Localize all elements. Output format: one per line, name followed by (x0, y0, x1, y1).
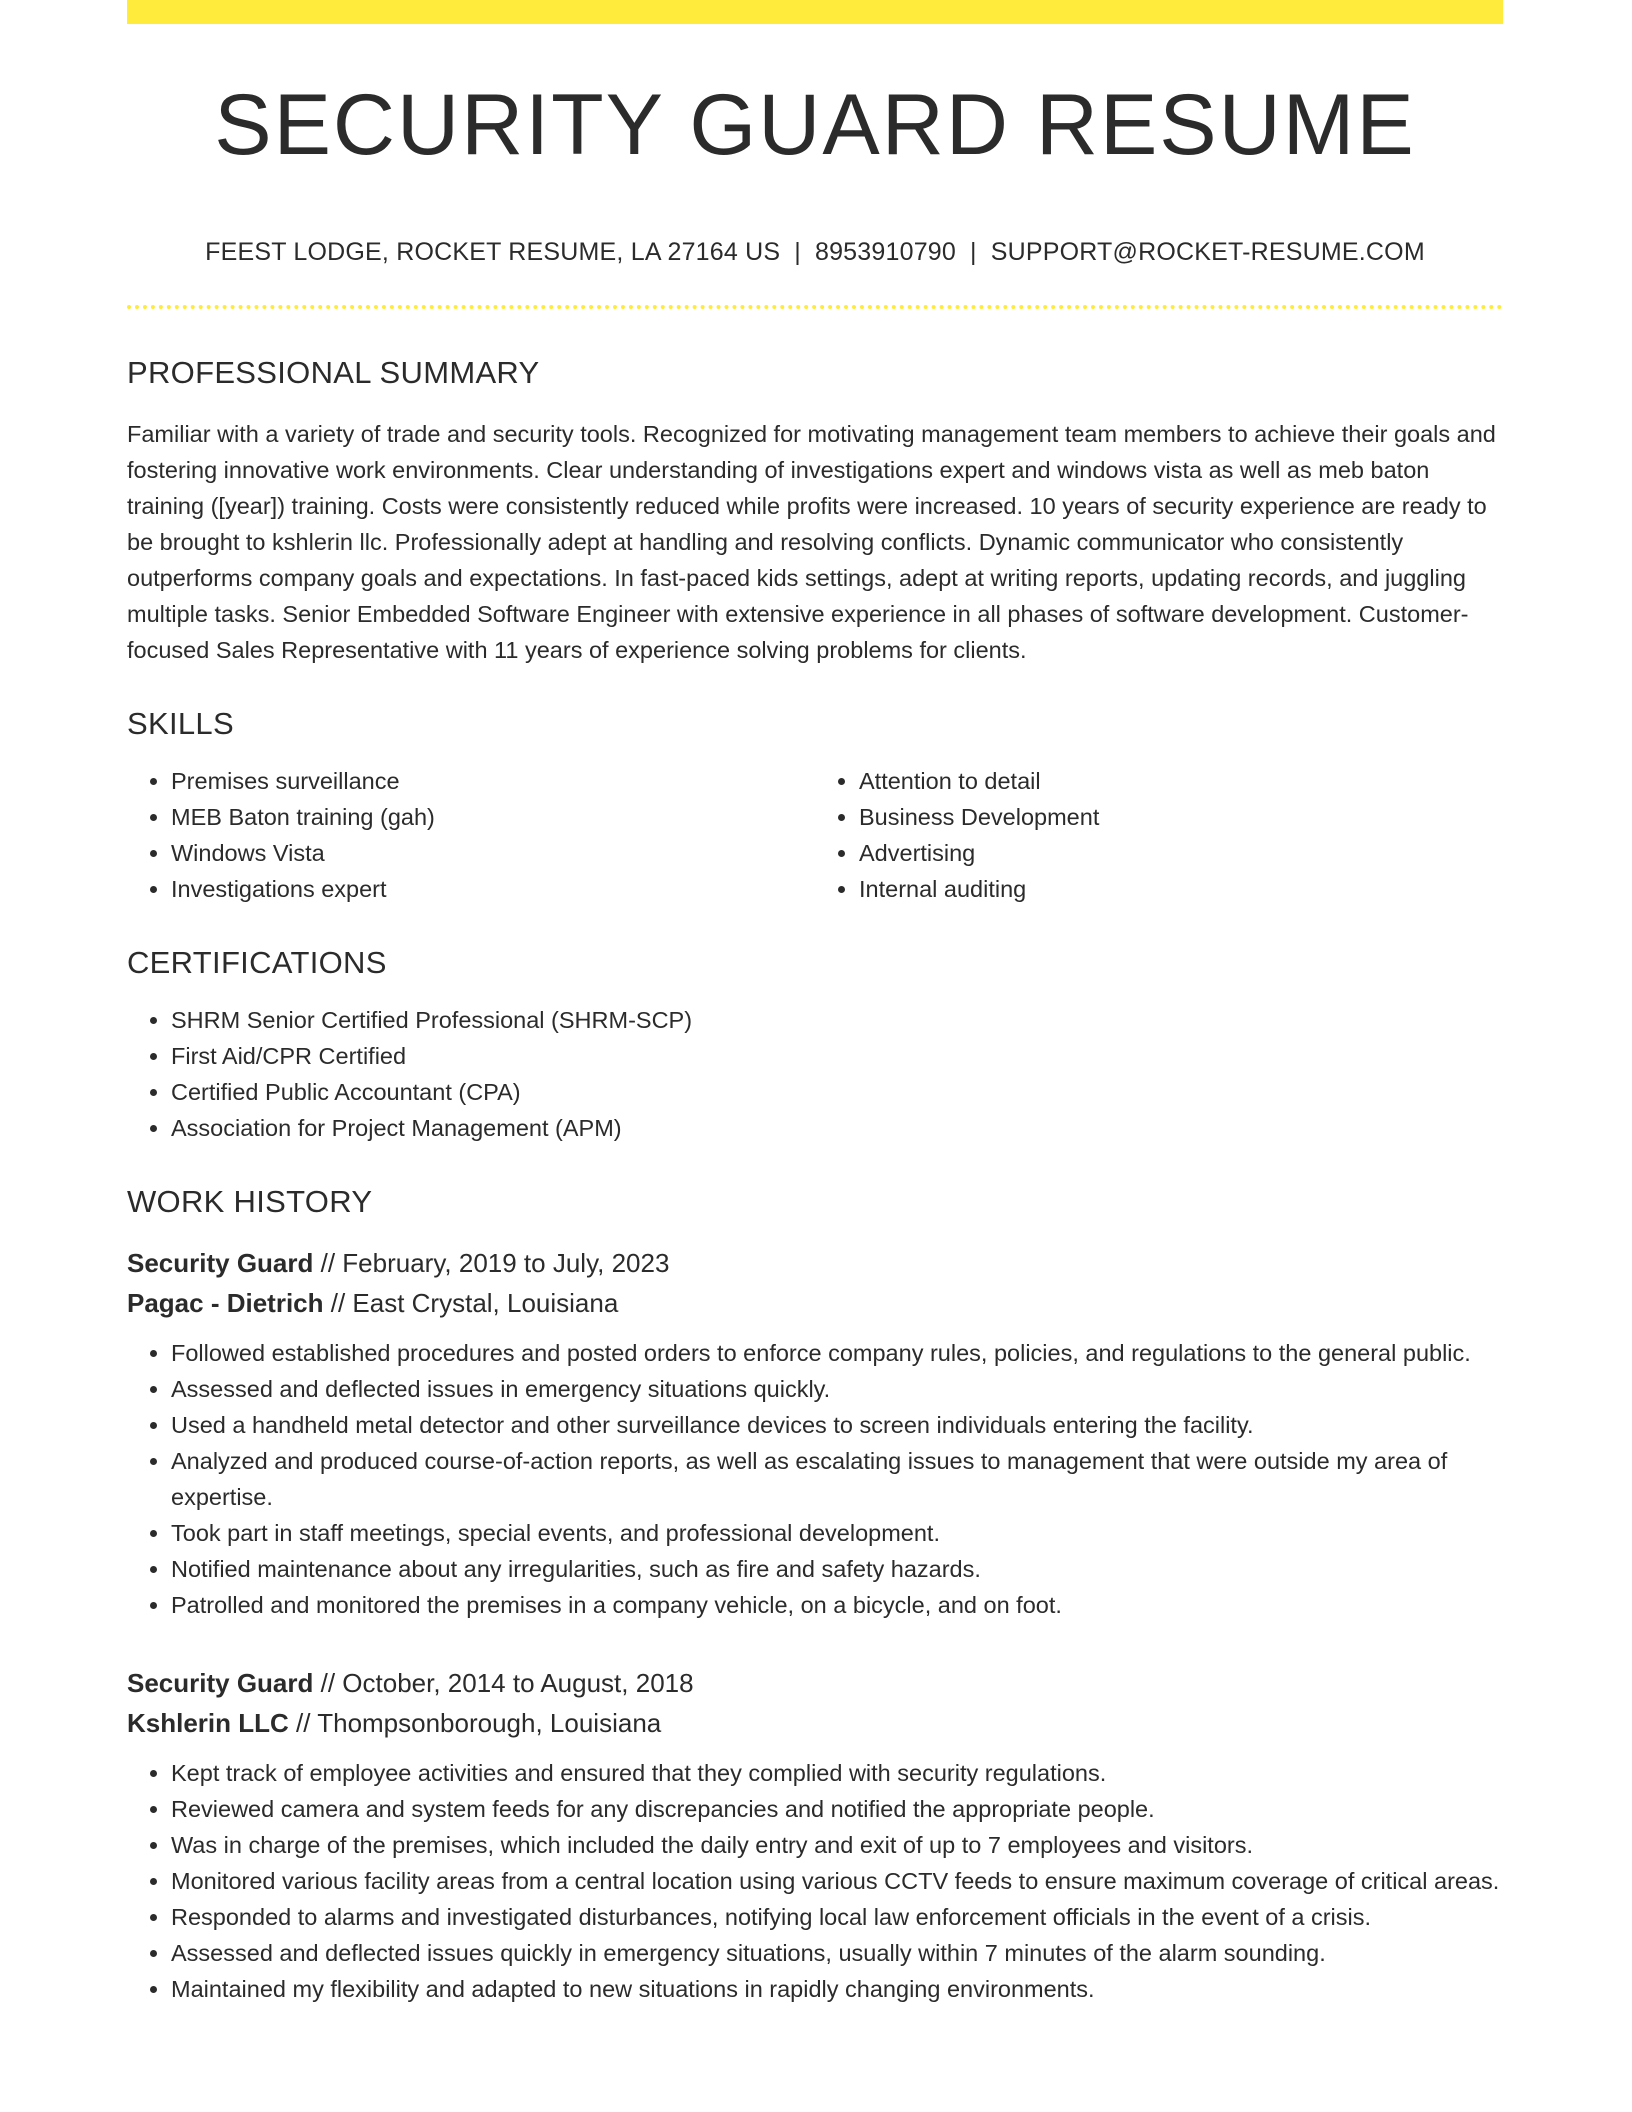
job-company-line (127, 1703, 1503, 1743)
work-history-heading: WORK HISTORY (127, 1184, 373, 1219)
contact-line (127, 240, 1503, 265)
job-bullet: • Assessed and deflected issues in emergency situations quickly. (171, 1371, 1503, 1407)
job-bullet: • Reviewed camera and system feeds for any discrepancies and notified the appropriate people. (171, 1791, 1503, 1827)
skill-item: • Windows Vista (171, 835, 815, 871)
certification-item: • First Aid/CPR Certified (171, 1038, 1503, 1074)
summary-text: Familiar with a variety of trade and security tools. Recognized for motivating management team members to achieve their goals and fostering innovative work environments. Clear understanding of investigations expert and windows vista as well as meb baton training ([year]) training. Costs were consistently reduced while profits were increased. 10 years of security experience are ready to be brought to kshlerin llc. Professionally adept at handling and resolving conflicts. Dynamic communicator who consistently outperforms company goals and expectations. In fast-paced kids settings, adept at writing reports, updating records, and juggling multiple tasks. Senior Embedded Software Engineer with extensive experience in all phases of software development. Customer-focused Sales Representative with 11 years of experience solving problems for clients. (127, 421, 1496, 663)
skill-item: • Internal auditing (859, 871, 1503, 907)
job-bullet: • Kept track of employee activities and ensured that they complied with security regulations. (171, 1755, 1503, 1791)
job-location: // Thompsonborough, Louisiana (288, 1708, 662, 1738)
resume-page (127, 0, 1503, 2007)
skill-item: • Premises surveillance (171, 763, 815, 799)
skills-heading: SKILLS (127, 706, 234, 741)
resume-title: SECURITY GUARD RESUME (214, 77, 1416, 173)
job-role-line (127, 1663, 1503, 1703)
skill-item: • MEB Baton training (gah) (171, 799, 815, 835)
certifications-heading: CERTIFICATIONS (127, 945, 387, 980)
job-bullets (127, 1335, 1503, 1623)
job-entry (127, 1243, 1503, 1623)
job-bullet: • Followed established procedures and posted orders to enforce company rules, policies, and regulations to the general public. (171, 1335, 1503, 1371)
skill-item: • Advertising (859, 835, 1503, 871)
contact-email[interactable]: SUPPORT@ROCKET-RESUME.COM (990, 238, 1425, 266)
contact-separator: | (970, 238, 977, 266)
dotted-divider (127, 305, 1503, 309)
skill-item: • Investigations expert (171, 871, 815, 907)
contact-separator: | (794, 238, 801, 266)
job-bullet: • Used a handheld metal detector and other surveillance devices to screen individuals entering the facility. (171, 1407, 1503, 1443)
job-role-line (127, 1243, 1503, 1283)
certifications-list (127, 1002, 1503, 1146)
job-dates: // February, 2019 to July, 2023 (313, 1248, 670, 1278)
job-bullet: • Monitored various facility areas from a central location using various CCTV feeds to ensure maximum coverage of critical areas. (171, 1863, 1503, 1899)
job-bullets (127, 1755, 1503, 2007)
certification-item: • SHRM Senior Certified Professional (SHRM-SCP) (171, 1002, 1503, 1038)
job-bullet: • Took part in staff meetings, special events, and professional development. (171, 1515, 1503, 1551)
skills-columns (127, 763, 1503, 907)
job-location: // East Crystal, Louisiana (323, 1288, 619, 1318)
job-role: Security Guard (127, 1668, 314, 1698)
skills-list-left (127, 763, 815, 907)
job-company: Pagac - Dietrich (127, 1288, 324, 1318)
job-bullet: • Patrolled and monitored the premises in a company vehicle, on a bicycle, and on foot. (171, 1587, 1503, 1623)
job-bullet: • Was in charge of the premises, which included the daily entry and exit of up to 7 employees and visitors. (171, 1827, 1503, 1863)
skill-item: • Business Development (859, 799, 1503, 835)
job-bullet: • Analyzed and produced course-of-action reports, as well as escalating issues to management that were outside my area of expertise. (171, 1443, 1503, 1515)
job-dates: // October, 2014 to August, 2018 (313, 1668, 694, 1698)
top-accent-bar (127, 0, 1503, 24)
contact-phone: 8953910790 (814, 238, 957, 266)
job-bullet: • Assessed and deflected issues quickly in emergency situations, usually within 7 minutes of the alarm sounding. (171, 1935, 1503, 1971)
skills-list-right (815, 763, 1503, 907)
job-bullet: • Responded to alarms and investigated disturbances, notifying local law enforcement officials in the event of a crisis. (171, 1899, 1503, 1935)
summary-heading: PROFESSIONAL SUMMARY (127, 355, 540, 390)
job-bullet: • Maintained my flexibility and adapted to new situations in rapidly changing environments. (171, 1971, 1503, 2007)
skill-item: • Attention to detail (859, 763, 1503, 799)
job-bullet: • Notified maintenance about any irregularities, such as fire and safety hazards. (171, 1551, 1503, 1587)
contact-address: FEEST LODGE, ROCKET RESUME, LA 27164 US (205, 238, 781, 266)
job-entry (127, 1663, 1503, 2007)
job-company: Kshlerin LLC (127, 1708, 289, 1738)
certification-item: • Association for Project Management (APM) (171, 1110, 1503, 1146)
job-company-line (127, 1283, 1503, 1323)
certification-item: • Certified Public Accountant (CPA) (171, 1074, 1503, 1110)
job-role: Security Guard (127, 1248, 314, 1278)
